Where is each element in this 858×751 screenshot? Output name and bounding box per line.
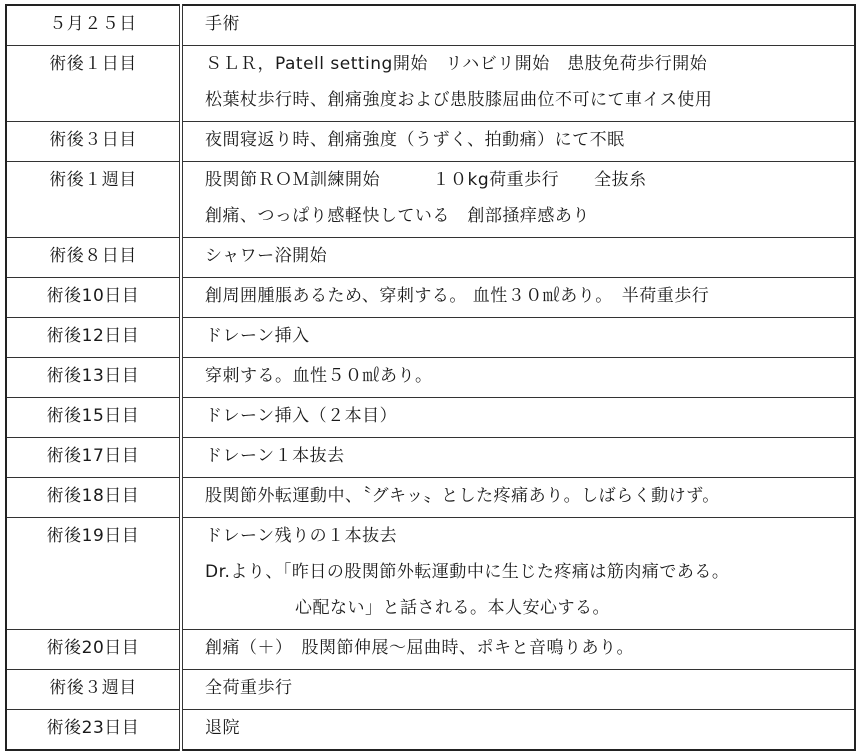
event-line: 創周囲腫脹あるため、穿刺する。 血性３０㎖あり。 半荷重歩行 <box>205 286 710 306</box>
table-row <box>6 438 855 478</box>
event-line: 穿刺する。血性５０㎖あり。 <box>205 366 433 386</box>
event-cell <box>181 5 855 46</box>
event-cell <box>181 518 855 630</box>
table-row <box>6 46 855 122</box>
event-cell <box>181 478 855 518</box>
event-line: 創痛（＋） 股関節伸展～屈曲時、ポキと音鳴りあり。 <box>205 638 634 658</box>
postoperative-course-table <box>5 4 856 751</box>
table-row <box>6 358 855 398</box>
event-line: 股関節外転運動中、〝グキッ〟とした疼痛あり。しばらく動けず。 <box>205 486 720 506</box>
event-line: 松葉杖歩行時、創痛強度および患肢膝屈曲位不可にて車イス使用 <box>205 90 713 110</box>
event-line: ドレーン挿入（２本目） <box>205 406 398 426</box>
event-cell <box>181 670 855 710</box>
event-line: 股関節ＲＯＭ訓練開始 １０kg荷重歩行 全抜糸 <box>205 170 647 190</box>
table-row <box>6 398 855 438</box>
event-line: シャワー浴開始 <box>205 246 328 266</box>
day-cell: 術後20日目 <box>6 630 181 670</box>
event-line: 夜間寝返り時、創痛強度（うずく、拍動痛）にて不眠 <box>205 130 625 150</box>
event-line: 創痛、つっぱり感軽快している 創部掻痒感あり <box>205 206 590 226</box>
table-row <box>6 670 855 710</box>
event-cell <box>181 398 855 438</box>
day-cell: ５月２５日 <box>6 5 181 46</box>
day-cell: 術後15日目 <box>6 398 181 438</box>
event-line: 退院 <box>205 718 240 738</box>
event-line: 手術 <box>205 14 240 34</box>
table-row <box>6 710 855 751</box>
event-cell <box>181 238 855 278</box>
table-row <box>6 630 855 670</box>
table-row <box>6 122 855 162</box>
day-cell: 術後８日目 <box>6 238 181 278</box>
event-line: Dr.より、「昨日の股関節外転運動中に生じた疼痛は筋肉痛である。 <box>205 562 730 582</box>
event-cell <box>181 46 855 122</box>
event-cell <box>181 318 855 358</box>
day-cell: 術後３週目 <box>6 670 181 710</box>
table-row <box>6 318 855 358</box>
event-line: ドレーン１本抜去 <box>205 446 345 466</box>
event-line: 全荷重歩行 <box>205 678 293 698</box>
table-row <box>6 238 855 278</box>
event-line: ドレーン残りの１本抜去 <box>205 526 398 546</box>
day-cell: 術後12日目 <box>6 318 181 358</box>
event-cell <box>181 122 855 162</box>
day-cell: 術後19日目 <box>6 518 181 630</box>
event-cell <box>181 438 855 478</box>
event-cell <box>181 162 855 238</box>
event-line: 心配ない」と話される。本人安心する。 <box>295 598 610 618</box>
event-cell <box>181 278 855 318</box>
day-cell: 術後10日目 <box>6 278 181 318</box>
event-cell <box>181 710 855 751</box>
day-cell: 術後１週目 <box>6 162 181 238</box>
table-row <box>6 518 855 630</box>
table-row <box>6 162 855 238</box>
event-line: ＳＬＲ，Patell setting開始 リハビリ開始 患肢免荷歩行開始 <box>205 54 708 74</box>
event-cell <box>181 630 855 670</box>
day-cell: 術後13日目 <box>6 358 181 398</box>
event-cell <box>181 358 855 398</box>
day-cell: 術後17日目 <box>6 438 181 478</box>
day-cell: 術後３日目 <box>6 122 181 162</box>
table-row <box>6 5 855 46</box>
day-cell: 術後23日目 <box>6 710 181 751</box>
event-line: ドレーン挿入 <box>205 326 310 346</box>
table-row <box>6 478 855 518</box>
day-cell: 術後１日目 <box>6 46 181 122</box>
table-row <box>6 278 855 318</box>
day-cell: 術後18日目 <box>6 478 181 518</box>
